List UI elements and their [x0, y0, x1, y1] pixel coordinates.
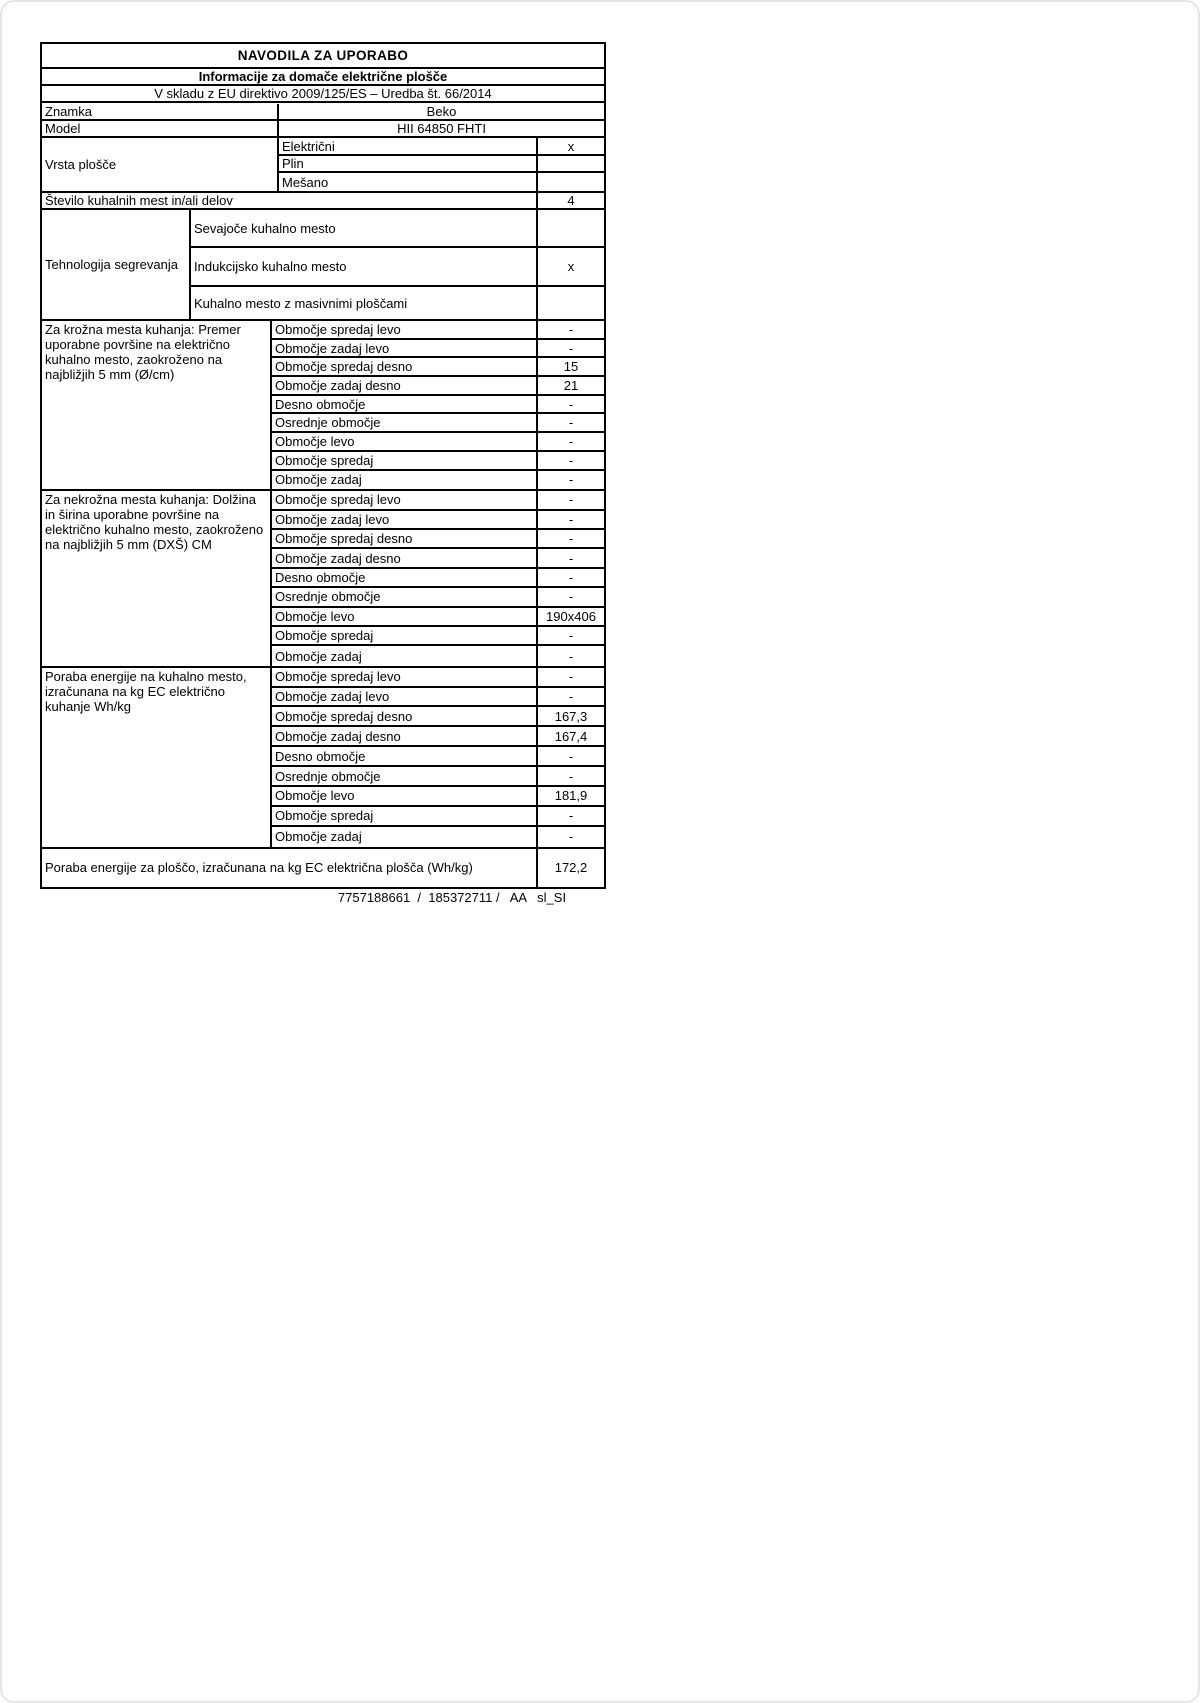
heating-tech-section	[42, 210, 604, 321]
document-code-footer: 7757188661 / 185372711 / AA sl_SI	[337, 890, 567, 905]
brand-row	[42, 103, 604, 121]
zone-label: Območje spredaj desno	[275, 359, 413, 375]
zone-value: 15	[536, 358, 604, 375]
zone-row	[272, 530, 604, 549]
zone-value: -	[536, 688, 604, 706]
zone-row	[272, 340, 604, 359]
zone-label: Območje spredaj	[275, 808, 374, 824]
table-subtitle: Informacije za domače električne plošče	[42, 69, 604, 86]
zone-label: Območje zadaj desno	[275, 728, 401, 744]
zone-row	[272, 727, 604, 747]
zone-row	[272, 787, 604, 807]
zone-label: Območje zadaj desno	[275, 550, 401, 566]
zone-label: Osrednje območje	[275, 589, 381, 605]
zone-row	[272, 569, 604, 588]
zone-label: Območje spredaj levo	[275, 321, 401, 337]
zone-label: Desno območje	[275, 569, 366, 585]
zone-value: -	[536, 569, 604, 586]
zone-value: -	[536, 588, 604, 605]
zone-value: 181,9	[536, 787, 604, 805]
zone-row	[272, 377, 604, 396]
zone-row	[272, 358, 604, 377]
circular-zones-section	[42, 321, 604, 491]
zone-value: -	[536, 491, 604, 508]
hob-type-section	[42, 138, 604, 193]
zone-row	[272, 646, 604, 665]
zone-value: -	[536, 471, 604, 490]
hob-type-value	[536, 156, 604, 171]
zone-value: -	[536, 396, 604, 413]
zone-label: Območje spredaj	[275, 452, 374, 468]
zone-label: Območje spredaj levo	[275, 669, 401, 685]
zone-label: Desno območje	[275, 748, 366, 764]
zone-row	[272, 627, 604, 646]
brand-value: Beko	[277, 104, 604, 119]
zone-row	[272, 471, 604, 490]
zone-value: -	[536, 433, 604, 450]
zone-row	[272, 668, 604, 688]
model-label: Model	[45, 121, 81, 136]
noncircular-zones-section	[42, 491, 604, 668]
zone-label: Območje zadaj	[275, 648, 362, 664]
zone-row	[272, 511, 604, 530]
hob-type-value: x	[536, 138, 604, 154]
zone-value: -	[536, 549, 604, 566]
hob-type-label: Vrsta plošče	[45, 157, 117, 172]
zone-label: Območje spredaj levo	[275, 492, 401, 508]
zone-row	[272, 707, 604, 727]
zone-value: -	[536, 321, 604, 338]
zone-value: -	[536, 511, 604, 528]
energy-consumption-label: Poraba energije na kuhalno mesto, izračunana na kg EC električno kuhanje Wh/kg	[45, 668, 247, 714]
zone-label: Območje zadaj levo	[275, 689, 390, 705]
heating-tech-value: x	[536, 248, 604, 285]
zone-row	[272, 414, 604, 433]
zone-value: -	[536, 627, 604, 644]
zone-label: Območje zadaj desno	[275, 377, 401, 393]
zone-label: Območje spredaj desno	[275, 708, 413, 724]
zone-row	[272, 747, 604, 767]
zone-row	[272, 549, 604, 568]
product-info-table	[40, 42, 606, 889]
zone-label: Območje spredaj	[275, 628, 374, 644]
energy-consumption-section	[42, 668, 604, 849]
hob-type-option: Električni	[282, 138, 335, 154]
zone-value: -	[536, 414, 604, 431]
zone-value: 21	[536, 377, 604, 394]
heating-tech-value	[536, 210, 604, 246]
zone-value: -	[536, 747, 604, 765]
zone-value: -	[536, 646, 604, 665]
hob-type-row	[279, 138, 604, 156]
zone-value: -	[536, 767, 604, 785]
zone-value: -	[536, 452, 604, 469]
zones-count-label: Število kuhalnih mest in/ali delov	[45, 193, 233, 208]
brand-label: Znamka	[45, 103, 92, 119]
zone-label: Območje levo	[275, 608, 355, 624]
zone-value: -	[536, 340, 604, 357]
zone-row	[272, 433, 604, 452]
heating-tech-label: Tehnologija segrevanja	[45, 257, 178, 272]
zone-value: -	[536, 827, 604, 847]
zone-value: 190x406	[536, 608, 604, 625]
hob-type-row	[279, 173, 604, 191]
noncircular-zones-label: Za nekrožna mesta kuhanja: Dolžina in širina uporabne površine na električno kuhalno mesto, zaokroženo na najbližjih 5 mm (DXŠ) CM	[45, 492, 264, 553]
zone-row	[272, 321, 604, 340]
zone-label: Območje zadaj levo	[275, 340, 390, 356]
zone-label: Območje zadaj	[275, 829, 362, 845]
heating-tech-row	[191, 210, 604, 248]
total-energy-value: 172,2	[536, 849, 604, 887]
zone-label: Območje levo	[275, 433, 355, 449]
model-row	[42, 121, 604, 138]
zone-value: 167,3	[536, 707, 604, 725]
zone-value: -	[536, 668, 604, 686]
zones-count-value: 4	[536, 193, 604, 208]
zone-row	[272, 767, 604, 787]
hob-type-option: Plin	[282, 156, 304, 171]
zone-label: Območje zadaj levo	[275, 511, 390, 527]
heating-tech-option: Kuhalno mesto z masivnimi ploščami	[194, 295, 408, 311]
zone-row	[272, 588, 604, 607]
heating-tech-value	[536, 287, 604, 319]
zone-row	[272, 807, 604, 827]
zone-row	[272, 491, 604, 510]
heating-tech-option: Sevajoče kuhalno mesto	[194, 220, 336, 236]
zone-label: Osrednje območje	[275, 415, 381, 431]
zone-value: -	[536, 530, 604, 547]
model-value: HII 64850 FHTI	[277, 121, 604, 136]
total-energy-label: Poraba energije za ploščo, izračunana na kg EC električna plošča (Wh/kg)	[45, 860, 473, 876]
total-energy-row	[42, 849, 604, 887]
hob-type-option: Mešano	[282, 174, 329, 190]
zone-row	[272, 396, 604, 415]
hob-type-row	[279, 156, 604, 173]
heating-tech-row	[191, 287, 604, 319]
hob-type-value	[536, 173, 604, 191]
circular-zones-label: Za krožna mesta kuhanja: Premer uporabne površine na električno kuhalno mesto, zaokroženo na najbližjih 5 mm (Ø/cm)	[45, 322, 241, 382]
zone-row	[272, 452, 604, 471]
zone-label: Območje spredaj desno	[275, 531, 413, 547]
zone-row	[272, 827, 604, 847]
zone-value: 167,4	[536, 727, 604, 745]
table-title: NAVODILA ZA UPORABO	[42, 44, 604, 69]
zone-label: Območje zadaj	[275, 472, 362, 488]
heating-tech-row	[191, 248, 604, 287]
zone-row	[272, 608, 604, 627]
zone-label: Desno območje	[275, 396, 366, 412]
directive-line: V skladu z EU direktivo 2009/125/ES – Uredba št. 66/2014	[42, 86, 604, 103]
zone-label: Območje levo	[275, 788, 355, 804]
zone-label: Osrednje območje	[275, 768, 381, 784]
zone-row	[272, 688, 604, 708]
zone-value: -	[536, 807, 604, 825]
heating-tech-option: Indukcijsko kuhalno mesto	[194, 259, 347, 274]
zones-count-row	[42, 193, 604, 210]
